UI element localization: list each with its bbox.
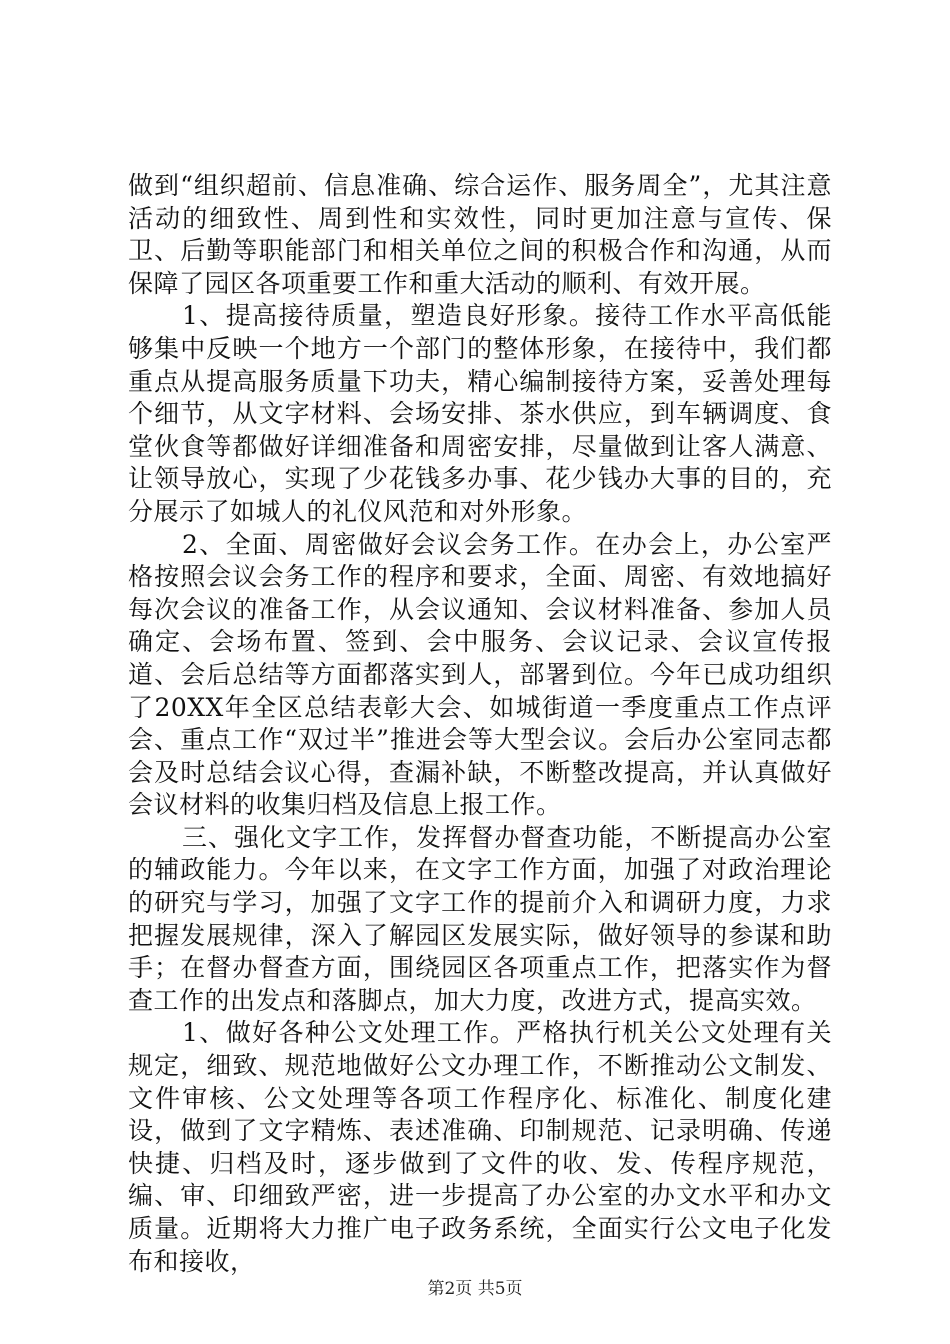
document-body bbox=[128, 170, 832, 1278]
page-footer bbox=[0, 1274, 950, 1299]
page-total: 共5页 bbox=[477, 1279, 523, 1299]
paragraph-reception-quality: 1、提高接待质量，塑造良好形象。接待工作水平高低能够集中反映一个地方一个部门的整体形象，在接待中，我们都重点从提高服务质量下功夫，精心编制接待方案，妥善处理每个细节，从文字材料、会场安排、茶水供应，到车辆调度、食堂伙食等都做好详细准备和周密安排，尽量做到让客人满意、让领导放心，实现了少花钱多办事、花少钱办大事的目的，充分展示了如城人的礼仪风范和对外形象。 bbox=[128, 301, 832, 526]
paragraph-document-processing: 1、做好各种公文处理工作。严格执行机关公文处理有关规定，细致、规范地做好公文办理工作，不断推动公文制发、文件审核、公文处理等各项工作程序化、标准化、制度化建设，做到了文字精炼、表述准确、印制规范、记录明确、传递快捷、归档及时，逐步做到了文件的收、发、传程序规范，编、审、印细致严密，进一步提高了办公室的办文水平和办文质量。近期将大力推广电子政务系统，全面实行公文电子化发布和接收， bbox=[128, 1018, 832, 1276]
paragraph-writing-supervision: 三、强化文字工作，发挥督办督查功能，不断提高办公室的辅政能力。今年以来，在文字工作方面，加强了对政治理论的研究与学习，加强了文字工作的提前介入和调研力度，力求把握发展规律，深入了解园区发展实际，做好领导的参谋和助手；在督办督查方面，围绕园区各项重点工作，把落实作为督查工作的出发点和落脚点，加大力度，改进方式，提高实效。 bbox=[128, 822, 832, 1015]
paragraph-continuation: 做到“组织超前、信息准确、综合运作、服务周全”，尤其注意活动的细致性、周到性和实效性，同时更加注意与宣传、保卫、后勤等职能部门和相关单位之间的积极合作和沟通，从而保障了园区各项重要工作和重大活动的顺利、有效开展。 bbox=[128, 171, 832, 298]
paragraph-meeting-affairs: 2、全面、周密做好会议会务工作。在办会上，办公室严格按照会议会务工作的程序和要求，全面、周密、有效地搞好每次会议的准备工作，从会议通知、会议材料准备、参加人员确定、会场布置、签到、会中服务、会议记录、会议宣传报道、会后总结等方面都落实到人，部署到位。今年已成功组织了20XX年全区总结表彰大会、如城街道一季度重点工作点评会、重点工作“双过半”推进会等大型会议。会后办公室同志都会及时总结会议心得，查漏补缺，不断整改提高，并认真做好会议材料的收集归档及信息上报工作。 bbox=[128, 529, 832, 820]
page-number: 第2页 bbox=[427, 1279, 473, 1299]
